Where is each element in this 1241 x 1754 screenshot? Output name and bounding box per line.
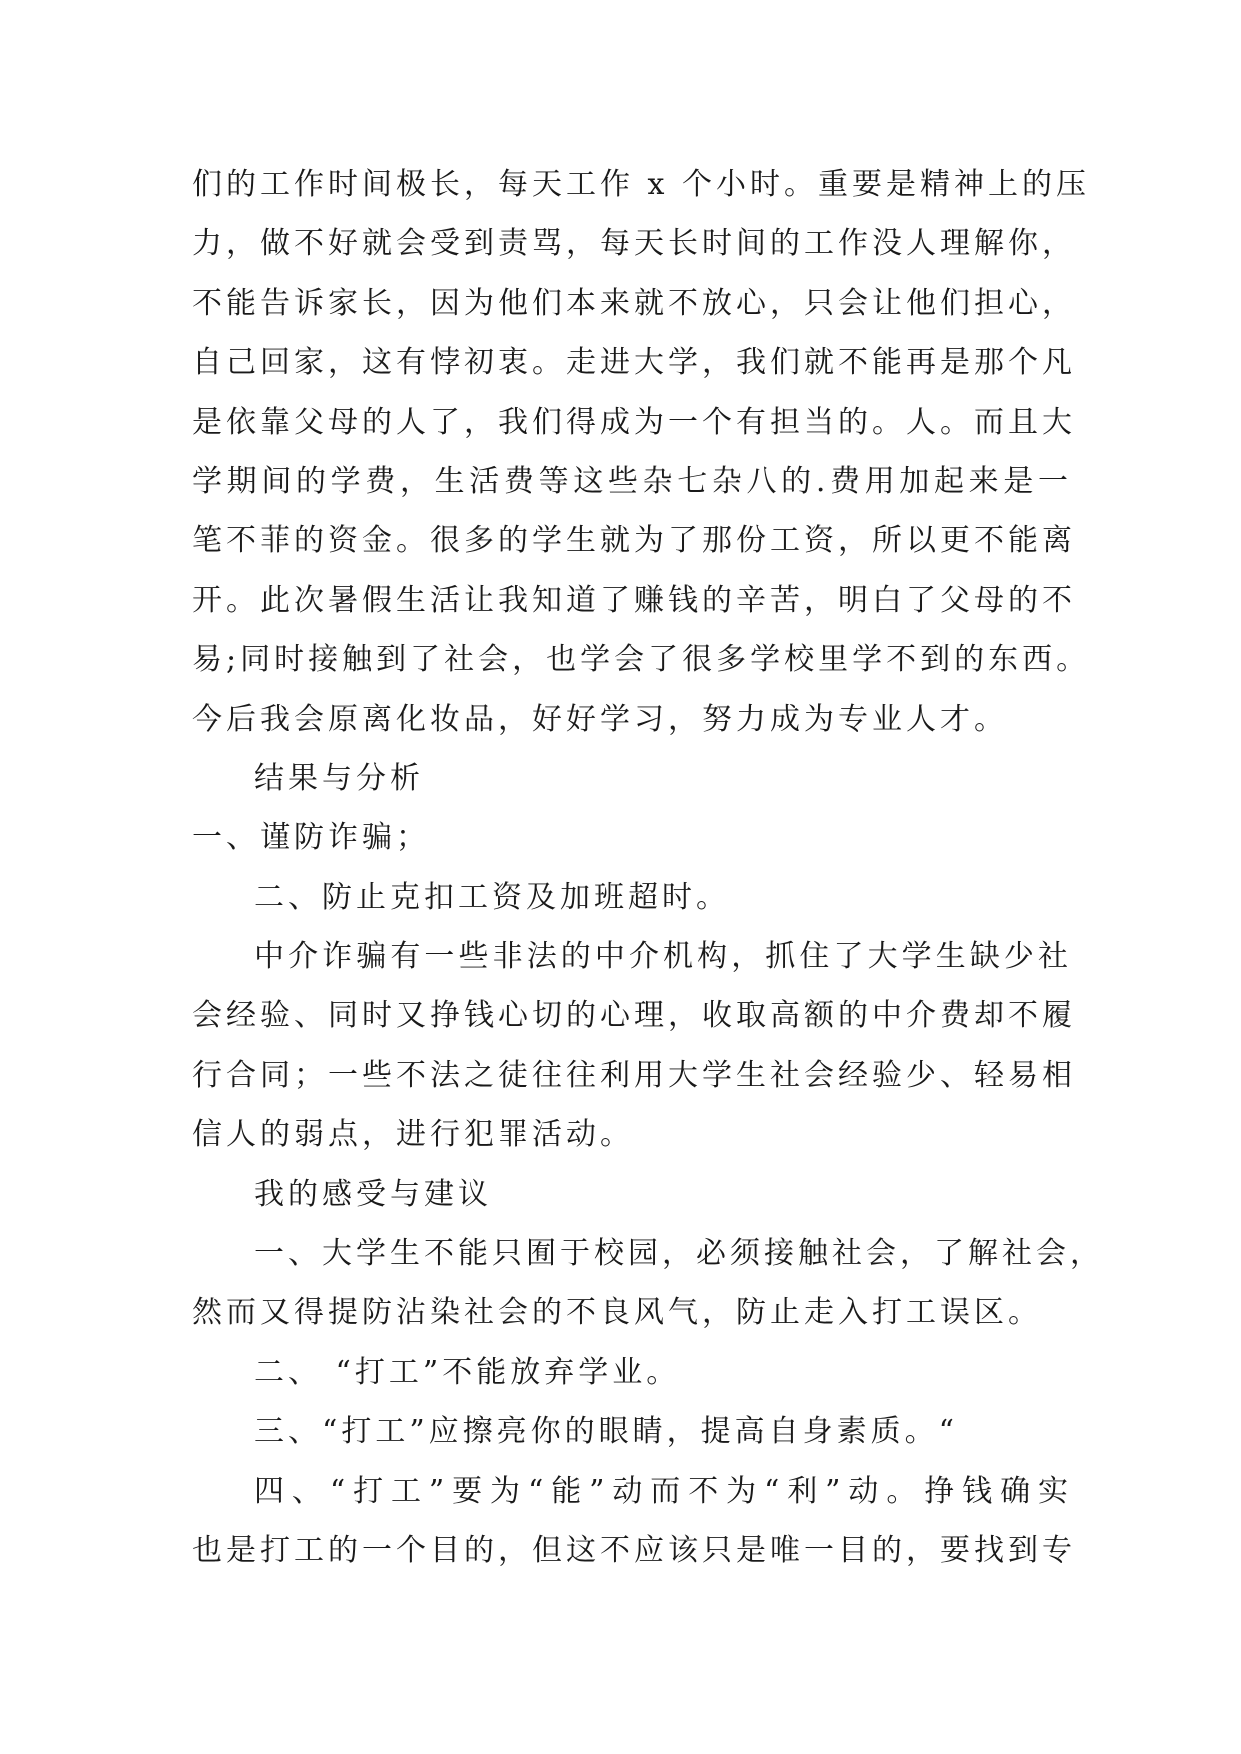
text-line: 不能告诉家长，因为他们本来就不放心，只会让他们担心， — [192, 285, 1076, 321]
text-line: 是依靠父母的人了，我们得成为一个有担当的。人。而且大 — [192, 404, 1076, 440]
suggestion-4 — [192, 1462, 1076, 1581]
suggestion-3: 三、“打工”应擦亮你的眼睛，提高自身素质。“ — [254, 1414, 959, 1450]
text-line: 一、大学生不能只囿于校园，必须接触社会，了解社会， — [254, 1236, 1104, 1272]
suggestion-1 — [192, 1224, 1104, 1343]
text-line: 力，做不好就会受到责骂，每天长时间的工作没人理解你， — [192, 226, 1076, 262]
text-line: 自己回家，这有悖初衷。走进大学，我们就不能再是那个凡 — [192, 345, 1076, 381]
list-item-fraud: 一、谨防诈骗； — [192, 820, 430, 856]
section-heading-feelings: 我的感受与建议 — [254, 1176, 492, 1212]
text-line: 们的工作时间极长，每天工作 x 个小时。重要是精神上的压 — [192, 167, 1090, 202]
text-line: 易;同时接触到了社会，也学会了很多学校里学不到的东西。 — [192, 642, 1091, 678]
text-line: 今后我会原离化妆品，好好学习，努力成为专业人才。 — [192, 701, 1008, 737]
text-line: 四、“打工”要为“能”动而不为“利”动。挣钱确实 — [254, 1473, 1072, 1509]
text-line: 开。此次暑假生活让我知道了赚钱的辛苦，明白了父母的不 — [192, 582, 1076, 618]
paragraph-work-experience — [192, 155, 1091, 749]
section-heading-results: 结果与分析 — [254, 760, 424, 796]
list-item-wages: 二、防止克扣工资及加班超时。 — [254, 879, 730, 915]
suggestion-2: 二、 “打工”不能放弃学业。 — [254, 1354, 681, 1390]
paragraph-agency-fraud — [192, 927, 1076, 1165]
text-line: 会经验、同时又挣钱心切的心理，收取高额的中介费却不履 — [192, 998, 1076, 1034]
text-line: 行合同；一些不法之徒往往利用大学生社会经验少、轻易相 — [192, 1057, 1076, 1093]
text-line: 信人的弱点，进行犯罪活动。 — [192, 1117, 634, 1153]
text-line: 学期间的学费，生活费等这些杂七杂八的.费用加起来是一 — [192, 463, 1072, 499]
text-line: 也是打工的一个目的，但这不应该只是唯一目的，要找到专 — [192, 1532, 1076, 1568]
text-line: 笔不菲的资金。很多的学生就为了那份工资，所以更不能离 — [192, 523, 1076, 559]
document-body — [192, 155, 1104, 1580]
text-line: 然而又得提防沾染社会的不良风气，防止走入打工误区。 — [192, 1295, 1042, 1331]
text-line: 中介诈骗有一些非法的中介机构，抓住了大学生缺少社 — [254, 939, 1072, 975]
